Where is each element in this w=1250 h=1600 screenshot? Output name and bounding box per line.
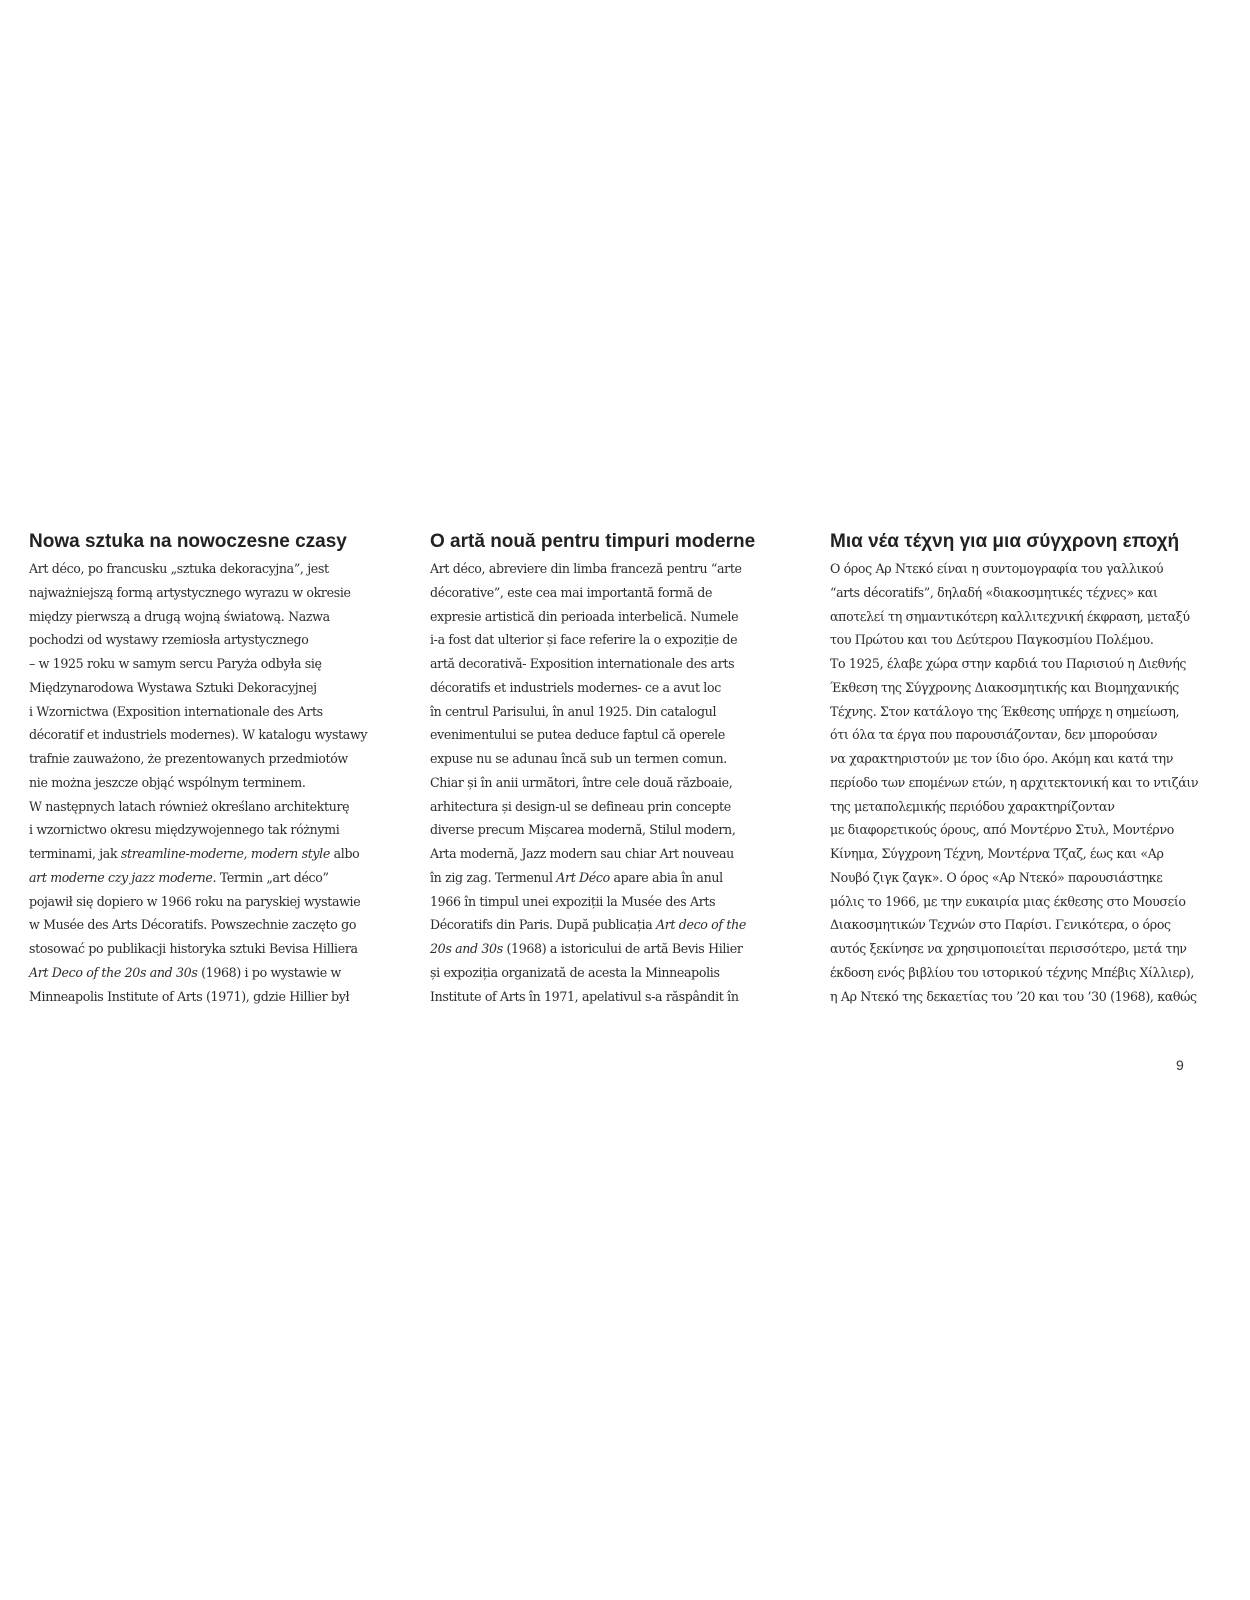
text-run: W następnych latach również określano architekturę — [29, 798, 350, 814]
text-line — [430, 771, 794, 795]
column-romanian — [430, 530, 794, 1008]
text-line — [830, 818, 1194, 842]
text-run: pochodzi od wystawy rzemiosła artystycznego — [29, 632, 309, 648]
column-polish — [29, 530, 393, 1008]
text-run: Νουβό ζιγκ ζαγκ». Ο όρος «Αρ Ντεκό» παρουσιάστηκε — [830, 869, 1163, 885]
text-line — [29, 723, 393, 747]
text-run: περίοδο των επομένων ετών, η αρχιτεκτονική και το ντιζάιν — [830, 774, 1199, 790]
text-line — [430, 866, 794, 890]
text-run: Τέχνης. Στον κατάλογο της Έκθεσης υπήρχε η σημείωση, — [830, 703, 1180, 719]
text-line — [29, 628, 393, 652]
text-line — [430, 557, 794, 581]
text-line — [29, 890, 393, 914]
text-line — [430, 842, 794, 866]
text-line — [830, 961, 1194, 985]
text-run: Το 1925, έλαβε χώρα στην καρδιά του Παρισιού η Διεθνής — [830, 656, 1187, 671]
text-run: najważniejszą formą artystycznego wyrazu w okresie — [29, 584, 351, 600]
text-line — [830, 842, 1194, 866]
text-run: pojawił się dopiero w 1966 roku na paryskiej wystawie — [29, 893, 361, 909]
text-run: în centrul Parisului, în anul 1925. Din catalogul — [430, 703, 717, 719]
text-run: “arts décoratifs”, δηλαδή «διακοσμητικές τέχνες» και — [830, 584, 1158, 600]
text-line — [29, 985, 393, 1009]
text-run: – w 1925 roku w samym sercu Paryża odbyła się — [29, 656, 322, 671]
text-run: arhitectura și design-ul se defineau prin concepte — [430, 798, 731, 814]
text-line — [830, 700, 1194, 724]
text-run: Międzynarodowa Wystawa Sztuki Dekoracyjnej — [29, 679, 317, 695]
text-line — [830, 628, 1194, 652]
text-line — [430, 795, 794, 819]
text-run: décorative”, este cea mai importantă formă de — [430, 584, 713, 600]
italic-text: 20s and 30s — [430, 941, 503, 956]
text-run: (1968) a istoricului de artă Bevis Hilier — [502, 941, 743, 956]
text-line — [29, 937, 393, 961]
text-line — [830, 723, 1194, 747]
text-line — [830, 747, 1194, 771]
text-run: décoratif et industriels modernes). W katalogu wystawy — [29, 727, 368, 743]
text-run: μόλις το 1966, με την ευκαιρία μιας έκθεσης στο Μουσείο — [830, 893, 1186, 909]
text-run: expuse nu se adunau încă sub un termen comun. — [430, 751, 727, 766]
body-text-romanian — [430, 557, 794, 1008]
text-run: Termin „art déco” — [216, 869, 329, 885]
text-line — [430, 605, 794, 629]
column-greek — [830, 530, 1199, 1008]
text-line — [29, 700, 393, 724]
text-run: i-a fost dat ulterior și face referire la o expoziție de — [430, 632, 738, 648]
text-line — [430, 723, 794, 747]
text-run: (1968) i po wystawie w — [197, 964, 341, 980]
text-run: Art déco, abreviere din limba franceză pentru “arte — [430, 561, 742, 576]
italic-text: Art deco of the — [656, 917, 746, 933]
text-run: w Musée des Arts Décoratifs. Powszechnie zaczęto go — [29, 917, 357, 933]
text-line — [430, 581, 794, 605]
text-line — [830, 605, 1194, 629]
text-run: Διακοσμητικών Τεχνών στο Παρίσι. Γενικότερα, ο όρος — [830, 917, 1171, 933]
italic-text: art moderne czy jazz moderne. — [29, 869, 217, 885]
text-run: Ο όρος Αρ Ντεκό είναι η συντομογραφία του γαλλικού — [830, 561, 1164, 576]
text-run: apare abia în anul — [609, 869, 723, 885]
text-line — [430, 890, 794, 914]
text-line — [430, 700, 794, 724]
body-text-polish — [29, 557, 393, 1008]
text-line — [430, 937, 794, 961]
page-number: 9 — [1176, 1057, 1184, 1073]
text-run: η Αρ Ντεκό της δεκαετίας του ’20 και του ’30 (1968), καθώς — [830, 988, 1197, 1004]
text-line — [29, 842, 393, 866]
text-run: trafnie zauważono, że prezentowanych przedmiotów — [29, 751, 348, 766]
text-line — [830, 676, 1194, 700]
text-line — [430, 985, 794, 1009]
text-run: în zig zag. Termenul — [430, 869, 557, 885]
text-run: stosować po publikacji historyka sztuki Bevisa Hilliera — [29, 941, 358, 956]
body-text-greek — [830, 557, 1199, 1008]
heading-polish: Nowa sztuka na nowoczesne czasy — [29, 531, 347, 552]
text-run: Institute of Arts în 1971, apelativul s-a răspândit în — [430, 988, 739, 1004]
text-run: να χαρακτηριστούν με τον ίδιο όρο. Ακόμη και κατά την — [830, 751, 1173, 766]
text-line — [430, 676, 794, 700]
text-line — [29, 605, 393, 629]
text-run: și expoziția organizată de acesta la Minneapolis — [430, 964, 720, 980]
text-line — [830, 771, 1199, 795]
text-line — [29, 818, 393, 842]
text-run: Chiar și în anii următori, între cele două războaie, — [430, 774, 733, 790]
italic-text: Art Déco — [556, 869, 610, 885]
text-line — [430, 913, 794, 937]
text-run: Décoratifs din Paris. După publicația — [430, 917, 656, 933]
text-run: diverse precum Mișcarea modernă, Stilul modern, — [430, 822, 736, 838]
text-run: Art déco, po francusku „sztuka dekoracyjna”, jest — [29, 561, 329, 576]
text-run: i wzornictwo okresu międzywojennego tak różnymi — [29, 822, 340, 838]
text-line — [430, 652, 794, 676]
text-run: του Πρώτου και του Δεύτερου Παγκοσμίου Πολέμου. — [830, 632, 1154, 648]
text-line — [830, 890, 1194, 914]
text-run: Arta modernă, Jazz modern sau chiar Art nouveau — [430, 846, 734, 861]
text-line — [29, 866, 393, 890]
text-line — [29, 581, 393, 605]
italic-text: Art Deco of the 20s and 30s — [29, 964, 198, 980]
text-line — [29, 771, 393, 795]
heading-romanian: O artă nouă pentru timpuri moderne — [430, 531, 756, 552]
text-run: με διαφορετικούς όρους, από Μοντέρνο Στυλ, Μοντέρνο — [830, 822, 1174, 838]
text-run: nie można jeszcze objąć wspólnym terminem. — [29, 774, 306, 790]
text-run: między pierwszą a drugą wojną światową. Nazwa — [29, 608, 330, 624]
text-run: terminami, jak — [29, 846, 121, 861]
text-line — [430, 961, 794, 985]
text-run: i Wzornictwa (Exposition internationale des Arts — [29, 703, 323, 719]
text-line — [830, 866, 1194, 890]
text-line — [830, 937, 1194, 961]
text-line — [830, 581, 1194, 605]
heading-greek: Μια νέα τέχνη για μια σύγχρονη εποχή — [830, 531, 1180, 552]
text-line — [830, 652, 1194, 676]
text-run: αυτός ξεκίνησε να χρησιμοποιείται περισσότερο, μετά την — [830, 941, 1187, 956]
text-run: 1966 în timpul unei expoziții la Musée des Arts — [430, 893, 716, 909]
text-run: ότι όλα τα έργα που παρουσιάζονταν, δεν μπορούσαν — [830, 727, 1158, 743]
text-run: décoratifs et industriels modernes- ce a avut loc — [430, 679, 721, 695]
text-line — [830, 795, 1194, 819]
text-line — [29, 652, 393, 676]
text-run: αποτελεί τη σημαντικότερη καλλιτεχνική έκφραση, μεταξύ — [830, 608, 1190, 624]
text-line — [29, 557, 393, 581]
text-run: evenimentului se putea deduce faptul că operele — [430, 727, 725, 743]
text-line — [430, 628, 794, 652]
text-run: expresie artistică din perioada interbelică. Numele — [430, 608, 739, 624]
text-line — [29, 795, 393, 819]
text-run: Έκθεση της Σύγχρονης Διακοσμητικής και Βιομηχανικής — [830, 679, 1179, 695]
text-run: Minneapolis Institute of Arts (1971), gdzie Hillier był — [29, 988, 350, 1004]
text-line — [430, 747, 794, 771]
text-run: albo — [329, 846, 360, 861]
text-line — [29, 961, 393, 985]
text-line — [29, 913, 393, 937]
text-run: Κίνημα, Σύγχρονη Τέχνη, Μοντέρνα Τζαζ, έως και «Αρ — [830, 846, 1164, 861]
text-run: artă decorativă- Exposition internationale des arts — [430, 656, 735, 671]
text-line — [830, 913, 1194, 937]
italic-text: streamline-moderne, modern style — [120, 846, 330, 861]
text-line — [29, 747, 393, 771]
text-line — [830, 557, 1194, 581]
text-line — [830, 985, 1197, 1009]
text-run: έκδοση ενός βιβλίου του ιστορικού τέχνης Μπέβις Χίλλιερ), — [830, 964, 1194, 980]
text-run: της μεταπολεμικής περιόδου χαρακτηρίζονταν — [830, 798, 1115, 814]
text-line — [430, 818, 794, 842]
text-line — [29, 676, 393, 700]
